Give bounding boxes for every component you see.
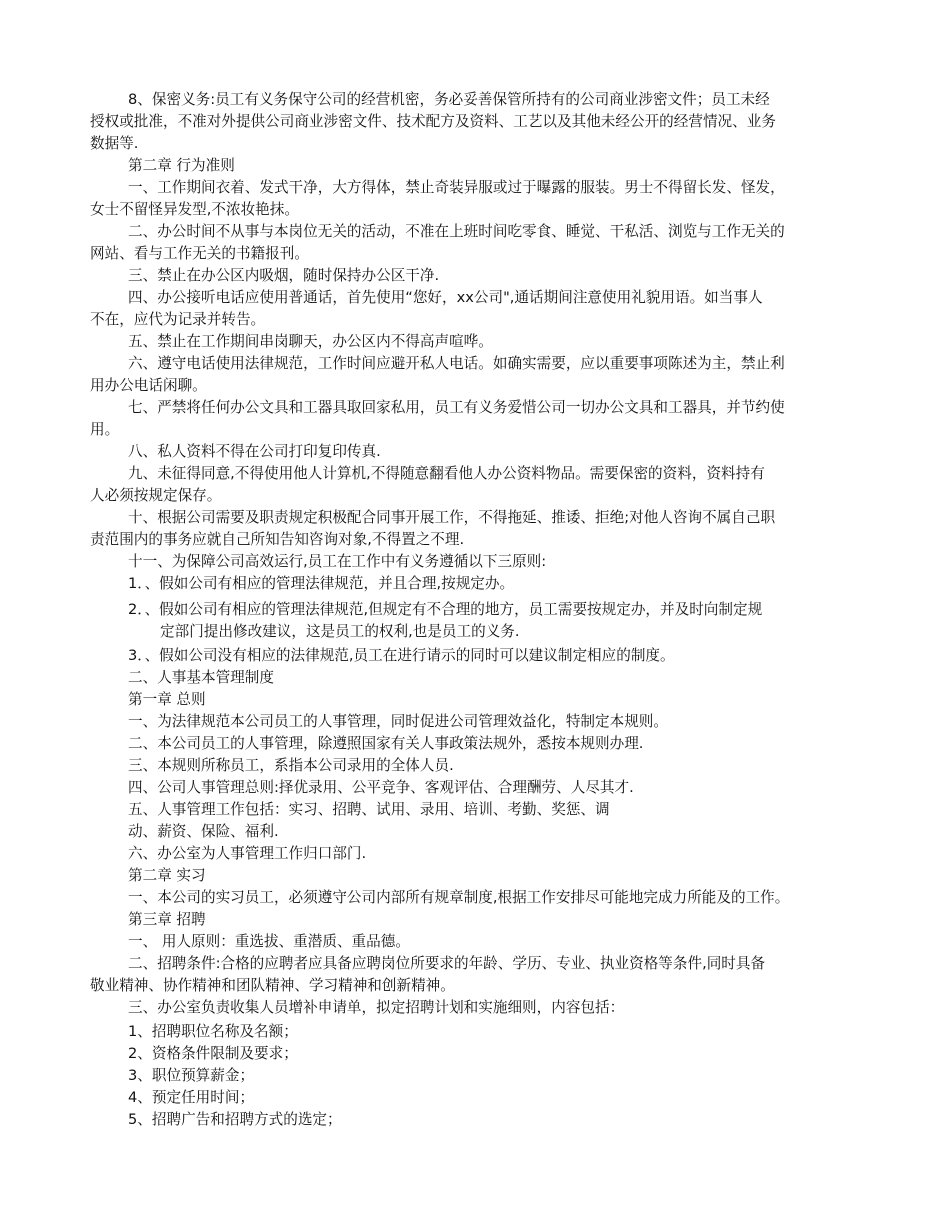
paragraph-line: 女士不留怪异发型,不浓妆艳抹。: [90, 201, 299, 218]
list-item: 3、职位预算薪金；: [128, 1067, 255, 1084]
paragraph-line: 责范围内的事务应就自己所知告知咨询对象,不得置之不理.: [90, 531, 465, 548]
paragraph-line: 四、公司人事管理总则:择优录用、公平竞争、客观评估、合理酬劳、人尽其才.: [128, 779, 634, 796]
chapter-heading: 第二章 实习: [128, 867, 206, 884]
paragraph-line: 一、 用人原则：重选拔、重潜质、重品德。: [128, 933, 410, 950]
paragraph-line: 十、根据公司需要及职责规定积极配合同事开展工作，不得拖延、推诿、拒绝;对他人咨询不属自己职: [128, 509, 776, 526]
paragraph-line: 六、遵守电话使用法律规范，工作时间应避开私人电话。如确实需要，应以重要事项陈述为主，禁止利: [128, 355, 785, 372]
paragraph-line: 动、薪资、保险、福利.: [128, 823, 279, 840]
paragraph-line: 二、本公司员工的人事管理，除遵照国家有关人事政策法规外，悉按本规则办理.: [128, 735, 644, 752]
paragraph-line: 人必须按规定保存。: [90, 487, 222, 504]
paragraph-line: 授权或批准，不准对外提供公司商业涉密文件、技术配方及资料、工艺以及其他未经公开的经营情况、业务: [90, 113, 776, 130]
chapter-heading: 第三章 招聘: [128, 911, 206, 928]
paragraph-line: 三、办公室负责收集人员增补申请单，拟定招聘计划和实施细则，内容包括：: [128, 999, 625, 1016]
section-heading: 二、人事基本管理制度: [128, 669, 274, 686]
list-item: 1、招聘职位名称及名额；: [128, 1023, 298, 1040]
paragraph-line: 六、办公室为人事管理工作归口部门.: [128, 845, 367, 862]
paragraph-line: 二、招聘条件:合格的应聘者应具备应聘岗位所要求的年龄、学历、专业、执业资格等条件,同时具备: [128, 955, 766, 972]
paragraph-line: 四、办公接听电话应使用普通话，首先使用“您好，xx公司",通话期间注意使用礼貌用语。如当事人: [128, 289, 763, 306]
paragraph-line: 8、保密义务:员工有义务保守公司的经营机密，务必妥善保管所持有的公司商业涉密文件；员工未经: [128, 91, 770, 108]
paragraph-line: 一、本公司的实习员工，必须遵守公司内部所有规章制度,根据工作安排尽可能地完成力所能及的工作。: [128, 889, 790, 906]
numbered-item: 2．、假如公司有相应的管理法律规范,但规定有不合理的地方，员工需要按规定办，并及时向制定规: [128, 601, 763, 618]
numbered-item-continuation: 定部门提出修改建议，这是员工的权利,也是员工的义务.: [160, 623, 520, 640]
numbered-item: 3．、假如公司没有相应的法律规范,员工在进行请示的同时可以建议制定相应的制度。: [128, 647, 675, 664]
paragraph-line: 七、严禁将任何办公文具和工器具取回家私用，员工有义务爱惜公司一切办公文具和工器具，并节约使: [128, 399, 785, 416]
list-item: 2、资格条件限制及要求；: [128, 1045, 298, 1062]
paragraph-line: 九、未征得同意,不得使用他人计算机,不得随意翻看他人办公资料物品。需要保密的资料，资料持有: [128, 465, 765, 482]
paragraph-line: 五、禁止在工作期间串岗聊天，办公区内不得高声喧哗。: [128, 333, 493, 350]
paragraph-line: 三、本规则所称员工，系指本公司录用的全体人员.: [128, 757, 454, 774]
paragraph-line: 一、工作期间衣着、发式干净，大方得体，禁止奇装异服或过于曝露的服装。男士不得留长发、怪发，: [128, 179, 785, 196]
paragraph-line: 网站、看与工作无关的书籍报刊。: [90, 245, 309, 262]
chapter-heading: 第二章 行为准则: [128, 157, 235, 174]
paragraph-line: 用办公电话闲聊。: [90, 377, 207, 394]
paragraph-line: 五、人事管理工作包括：实习、招聘、试用、录用、培训、考勤、奖惩、调: [128, 801, 610, 818]
paragraph-line: 二、办公时间不从事与本岗位无关的活动，不准在上班时间吃零食、睡觉、干私活、浏览与工作无关的: [128, 223, 785, 240]
paragraph-line: 一、为法律规范本公司员工的人事管理，同时促进公司管理效益化，特制定本规则。: [128, 713, 668, 730]
chapter-heading: 第一章 总则: [128, 691, 206, 708]
paragraph-line: 十一、为保障公司高效运行,员工在工作中有义务遵循以下三原则:: [128, 553, 547, 570]
list-item: 4、预定任用时间；: [128, 1089, 255, 1106]
numbered-item: 1．、假如公司有相应的管理法律规范，并且合理,按规定办。: [128, 575, 515, 592]
paragraph-line: 用。: [90, 421, 120, 438]
paragraph-line: 不在，应代为记录并转告。: [90, 311, 266, 328]
paragraph-line: 八、私人资料不得在公司打印复印传真.: [128, 443, 381, 460]
list-item: 5、招聘广告和招聘方式的选定；: [128, 1111, 342, 1128]
paragraph-line: 三、禁止在办公区内吸烟，随时保持办公区干净.: [128, 267, 440, 284]
paragraph-line: 数据等.: [90, 135, 139, 152]
paragraph-line: 敬业精神、协作精神和团队精神、学习精神和创新精神。: [90, 977, 455, 994]
